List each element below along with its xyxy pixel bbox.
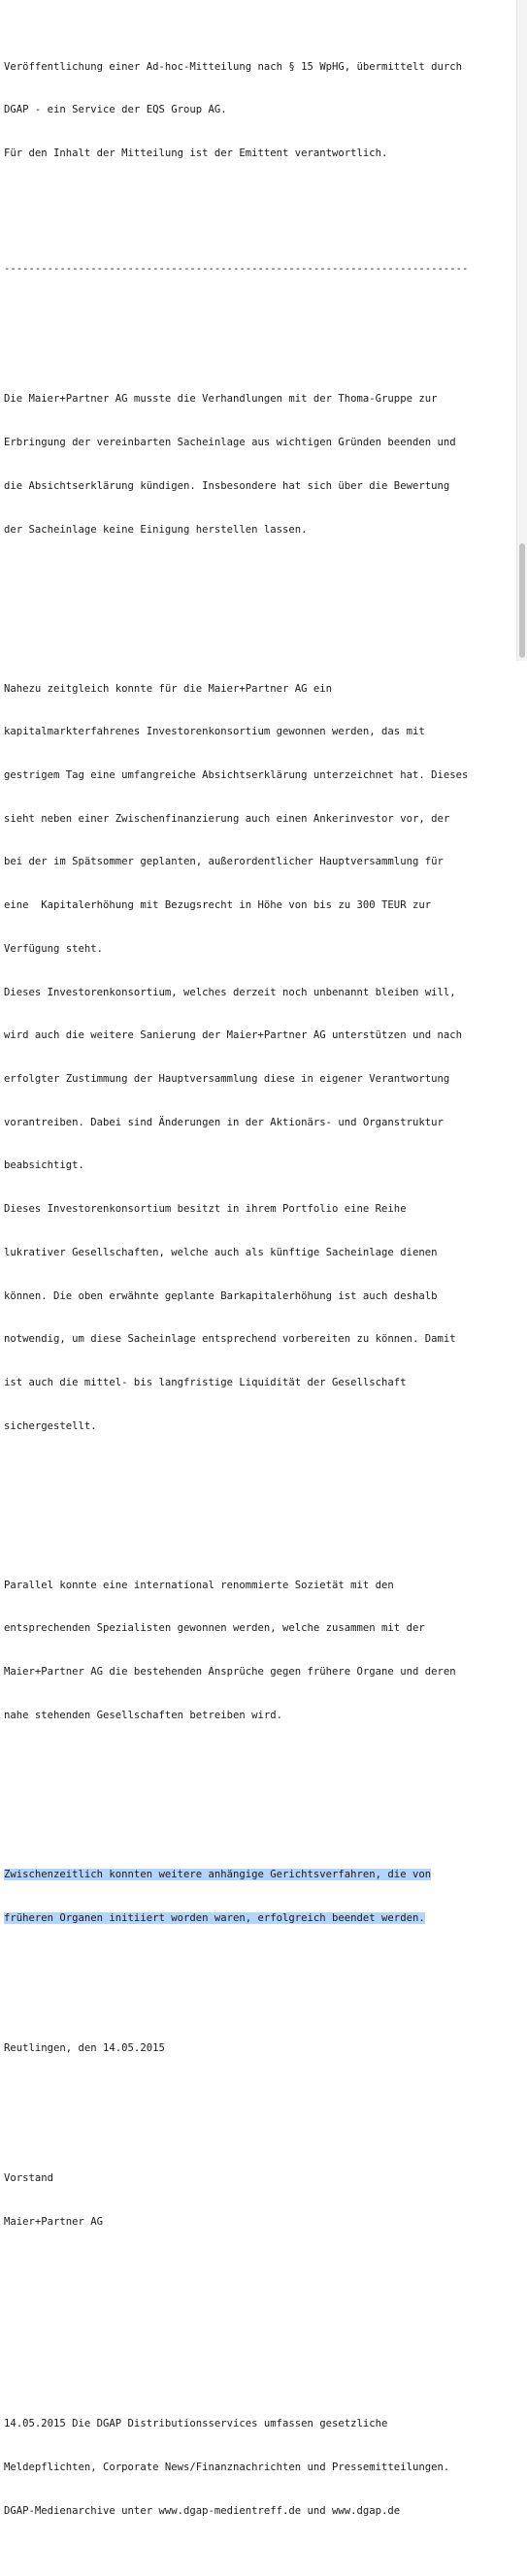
blank-line	[4, 1983, 513, 1998]
blank-line	[4, 1780, 513, 1795]
header-line: Für den Inhalt der Mitteilung ist der Emittent verantwortlich.	[4, 147, 388, 160]
paragraph-line: können. Die oben erwähnte geplante Barkapitalerhöhung ist auch deshalb	[4, 1289, 438, 1302]
paragraph-line: bei der im Spätsommer geplanten, außerordentlicher Hauptversammlung für	[4, 856, 444, 868]
ad-hoc-announcement-text[interactable]	[4, 2, 513, 2576]
paragraph-line: vorantreiben. Dabei sind Änderungen in der Aktionärs- und Organstruktur	[4, 1116, 444, 1128]
paragraph-line: lukrativer Gesellschaften, welche auch als künftige Sacheinlage dienen	[4, 1246, 438, 1258]
paragraph-line: die Absichtserklärung kündigen. Insbesondere hat sich über die Bewertung	[4, 479, 450, 492]
blank-line	[4, 219, 513, 234]
blank-line	[4, 2084, 513, 2099]
selection-highlight[interactable]: früheren Organen initiiert worden waren, erfolgreich beendet werden.	[4, 1911, 425, 1924]
paragraph-line: nahe stehenden Gesellschaften betreiben wird.	[4, 1709, 283, 1721]
paragraph-line: Erbringung der vereinbarten Sacheinlage aus wichtigen Gründen beenden und	[4, 437, 456, 449]
separator-line: ---------------------------------------------------------------------------	[4, 263, 469, 276]
blank-line	[4, 595, 513, 609]
paragraph-line: Parallel konnte eine international renommierte Sozietät mit den	[4, 1579, 394, 1591]
paragraph-line: Nahezu zeitgleich konnte für die Maier+Partner AG ein	[4, 682, 333, 695]
paragraph-line: sieht neben einer Zwischenfinanzierung auch einen Ankerinvestor vor, der	[4, 812, 450, 825]
footer-line: Meldepflichten, Corporate News/Finanznachrichten und Pressemitteilungen.	[4, 2461, 450, 2473]
paragraph-line: entsprechenden Spezialisten gewonnen werden, welche zusammen mit der	[4, 1622, 425, 1635]
paragraph-line: ist auch die mittel- bis langfristige Liquidität der Gesellschaft	[4, 1377, 407, 1389]
selection-highlight[interactable]: Zwischenzeitlich konnten weitere anhängige Gerichtsverfahren, die von	[4, 1868, 432, 1880]
paragraph-line: Verfügung steht.	[4, 942, 104, 955]
paragraph-line: beabsichtigt.	[4, 1159, 84, 1172]
paragraph-line: Dieses Investorenkonsortium besitzt in ihrem Portfolio eine Reihe	[4, 1203, 407, 1216]
footer-block	[4, 2388, 513, 2547]
paragraph-line: kapitalmarkterfahrenes Investorenkonsortium gewonnen werden, das mit	[4, 726, 425, 738]
paragraph-line: der Sacheinlage keine Einigung herstellen lassen.	[4, 523, 308, 536]
selected-line[interactable]	[4, 1911, 513, 1926]
paragraph-line: Die Maier+Partner AG musste die Verhandlungen mit der Thoma-Gruppe zur	[4, 393, 438, 406]
paragraph-law-firm	[4, 1549, 513, 1752]
header-block	[4, 31, 513, 190]
blank-line	[4, 2287, 513, 2301]
paragraph-line: erfolgter Zustimmung der Hauptversammlung diese in eigener Verantwortung	[4, 1073, 450, 1086]
signature-line: Maier+Partner AG	[4, 2215, 104, 2228]
selected-line[interactable]	[4, 1868, 513, 1882]
blank-line	[4, 306, 513, 320]
vertical-scrollbar[interactable]	[516, 0, 527, 661]
paragraph-investor-consortium	[4, 653, 513, 1463]
paragraph-negotiations-ended	[4, 364, 513, 567]
blank-line	[4, 2331, 513, 2345]
paragraph-line: wird auch die weitere Sanierung der Maier+Partner AG unterstützen und nach	[4, 1029, 462, 1042]
signature-line: Vorstand	[4, 2171, 54, 2184]
paragraph-line: gestrigem Tag eine umfangreiche Absichtserklärung unterzeichnet hat. Dieses	[4, 768, 469, 781]
header-line: DGAP - ein Service der EQS Group AG.	[4, 104, 227, 116]
paragraph-line: eine Kapitalerhöhung mit Bezugsrecht in Höhe von bis zu 300 TEUR zur	[4, 899, 432, 912]
footer-line: 14.05.2015 Die DGAP Distributionsservices umfassen gesetzliche	[4, 2418, 388, 2430]
selected-text-paragraph[interactable]	[4, 1839, 513, 1954]
signature-block	[4, 2142, 513, 2258]
blank-line	[4, 1491, 513, 1506]
paragraph-line: Dieses Investorenkonsortium, welches derzeit noch unbenannt bleiben will,	[4, 986, 456, 998]
header-line: Veröffentlichung einer Ad-hoc-Mitteilung nach § 15 WpHG, übermittelt durch	[4, 60, 462, 73]
paragraph-line: notwendig, um diese Sacheinlage entsprechend vorbereiten zu können. Damit	[4, 1333, 456, 1346]
footer-line: DGAP-Medienarchive unter www.dgap-medientreff.de und www.dgap.de	[4, 2504, 401, 2517]
paragraph-line: Maier+Partner AG die bestehenden Ansprüche gegen frühere Organe und deren	[4, 1666, 456, 1679]
paragraph-line: sichergestellt.	[4, 1419, 97, 1432]
place-date: Reutlingen, den 14.05.2015	[4, 2041, 165, 2054]
scrollbar-thumb[interactable]	[519, 543, 525, 658]
